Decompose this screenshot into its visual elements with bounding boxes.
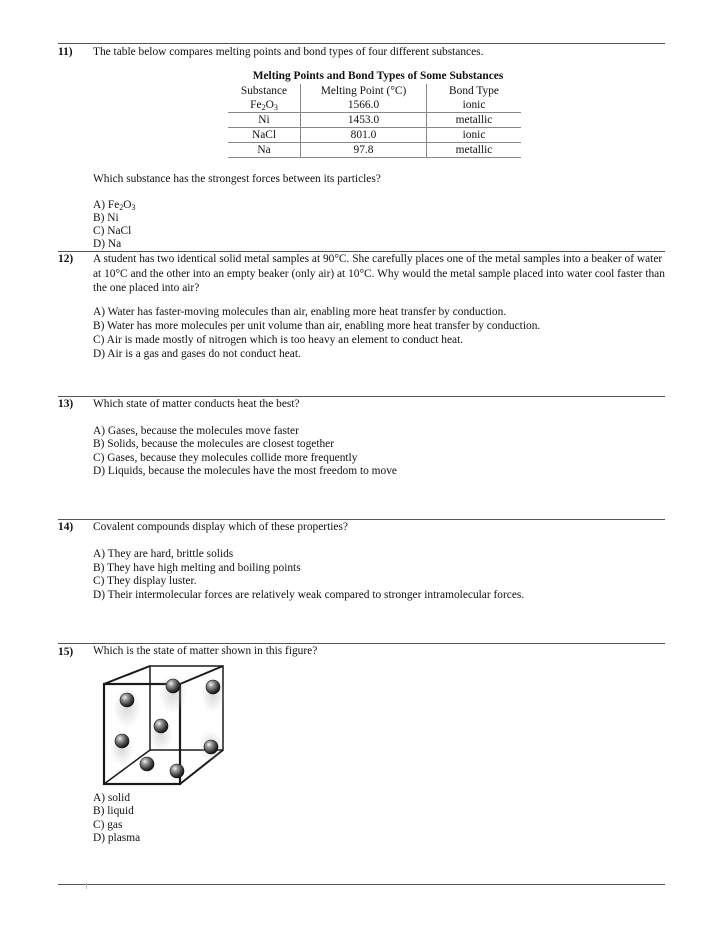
answer-option-d: D) Liquids, because the molecules have the most freedom to move [93,465,397,477]
table-cell: ionic [427,128,522,143]
table-title: Melting Points and Bond Types of Some Substances [252,70,504,82]
data-table [228,84,521,158]
table-row [228,98,521,113]
divider [58,43,665,44]
answer-option-c: C) gas [93,819,123,831]
question-number: 15) [58,646,74,658]
question-text: A student has two identical solid metal samples at 90°C. She carefully places one of the metal samples into a beaker of water at 10°C and the other into an empty beaker (only air) at 10°C. Why would the metal sample placed into water cool faster than the one placed into air? [93,253,665,294]
answer-option-a: A) $Fe_2O_3$ [93,199,136,212]
question-prompt: The table below compares melting points and bond types of four different substances. [93,46,484,58]
question-number: 11) [58,46,73,58]
question-number: 14) [58,521,74,533]
question-number: 12) [58,253,74,265]
table-header: Substance [240,85,288,97]
question-number: 13) [58,398,74,410]
answer-option-d: D) Their intermolecular forces are relatively weak compared to stronger intramolecular forces. [93,589,525,601]
answer-option-a: A) Gases, because the molecules move faster [93,425,299,437]
cube-with-spheres-figure [98,662,228,792]
table-cell: 1566.0 [301,98,427,113]
table-cell: ionic [427,98,522,113]
table-cell: Na [228,143,301,158]
table-cell: 97.8 [301,143,427,158]
answer-option-c: C) NaCl [93,225,132,237]
table-cell: NaCl [228,128,301,143]
answer-option-b: B) Water has more molecules per unit volume than air, enabling more heat transfer by conduction. [93,320,541,332]
table-header-row [228,84,521,98]
answer-option-b: B) liquid [93,805,134,817]
answer-option-b: B) Solids, because the molecules are closest together [93,438,335,450]
answer-option-b: B) They have high melting and boiling points [93,562,301,574]
question-text: Which state of matter conducts heat the best? [93,398,300,410]
answer-option-d: D) Air is a gas and gases do not conduct heat. [93,348,301,360]
table-row [228,128,521,143]
answer-option-d: D) plasma [93,832,141,844]
table-cell: metallic [427,143,522,158]
answer-option-c: C) Gases, because they molecules collide more frequently [93,452,358,464]
answer-option-c: C) They display luster. [93,575,197,587]
answer-option-c: C) Air is made mostly of nitrogen which is too heavy an element to conduct heat. [93,334,464,346]
table-cell: metallic [427,113,522,128]
answer-option-a: A) Water has faster-moving molecules than air, enabling more heat transfer by conduction. [93,306,507,318]
question-text: Which is the state of matter shown in this figure? [93,645,318,657]
answer-option-b: B) Ni [93,212,119,224]
table-cell: 801.0 [301,128,427,143]
page-margin-mark [86,883,87,889]
question-text: Which substance has the strongest forces between its particles? [93,173,381,185]
table-cell: 1453.0 [301,113,427,128]
table-row [228,113,521,128]
answer-option-a: A) solid [93,792,131,804]
question-text: Covalent compounds display which of these properties? [93,521,348,533]
table-row [228,143,521,158]
table-header: Bond Type [449,85,499,97]
answer-option-a: A) They are hard, brittle solids [93,548,234,560]
answer-option-d: D) Na [93,238,122,250]
table-header: Melting Point (°C) [301,84,427,98]
divider [58,884,665,885]
table-cell: $Fe_2O_3$ [228,98,301,113]
table-cell: Ni [228,113,301,128]
